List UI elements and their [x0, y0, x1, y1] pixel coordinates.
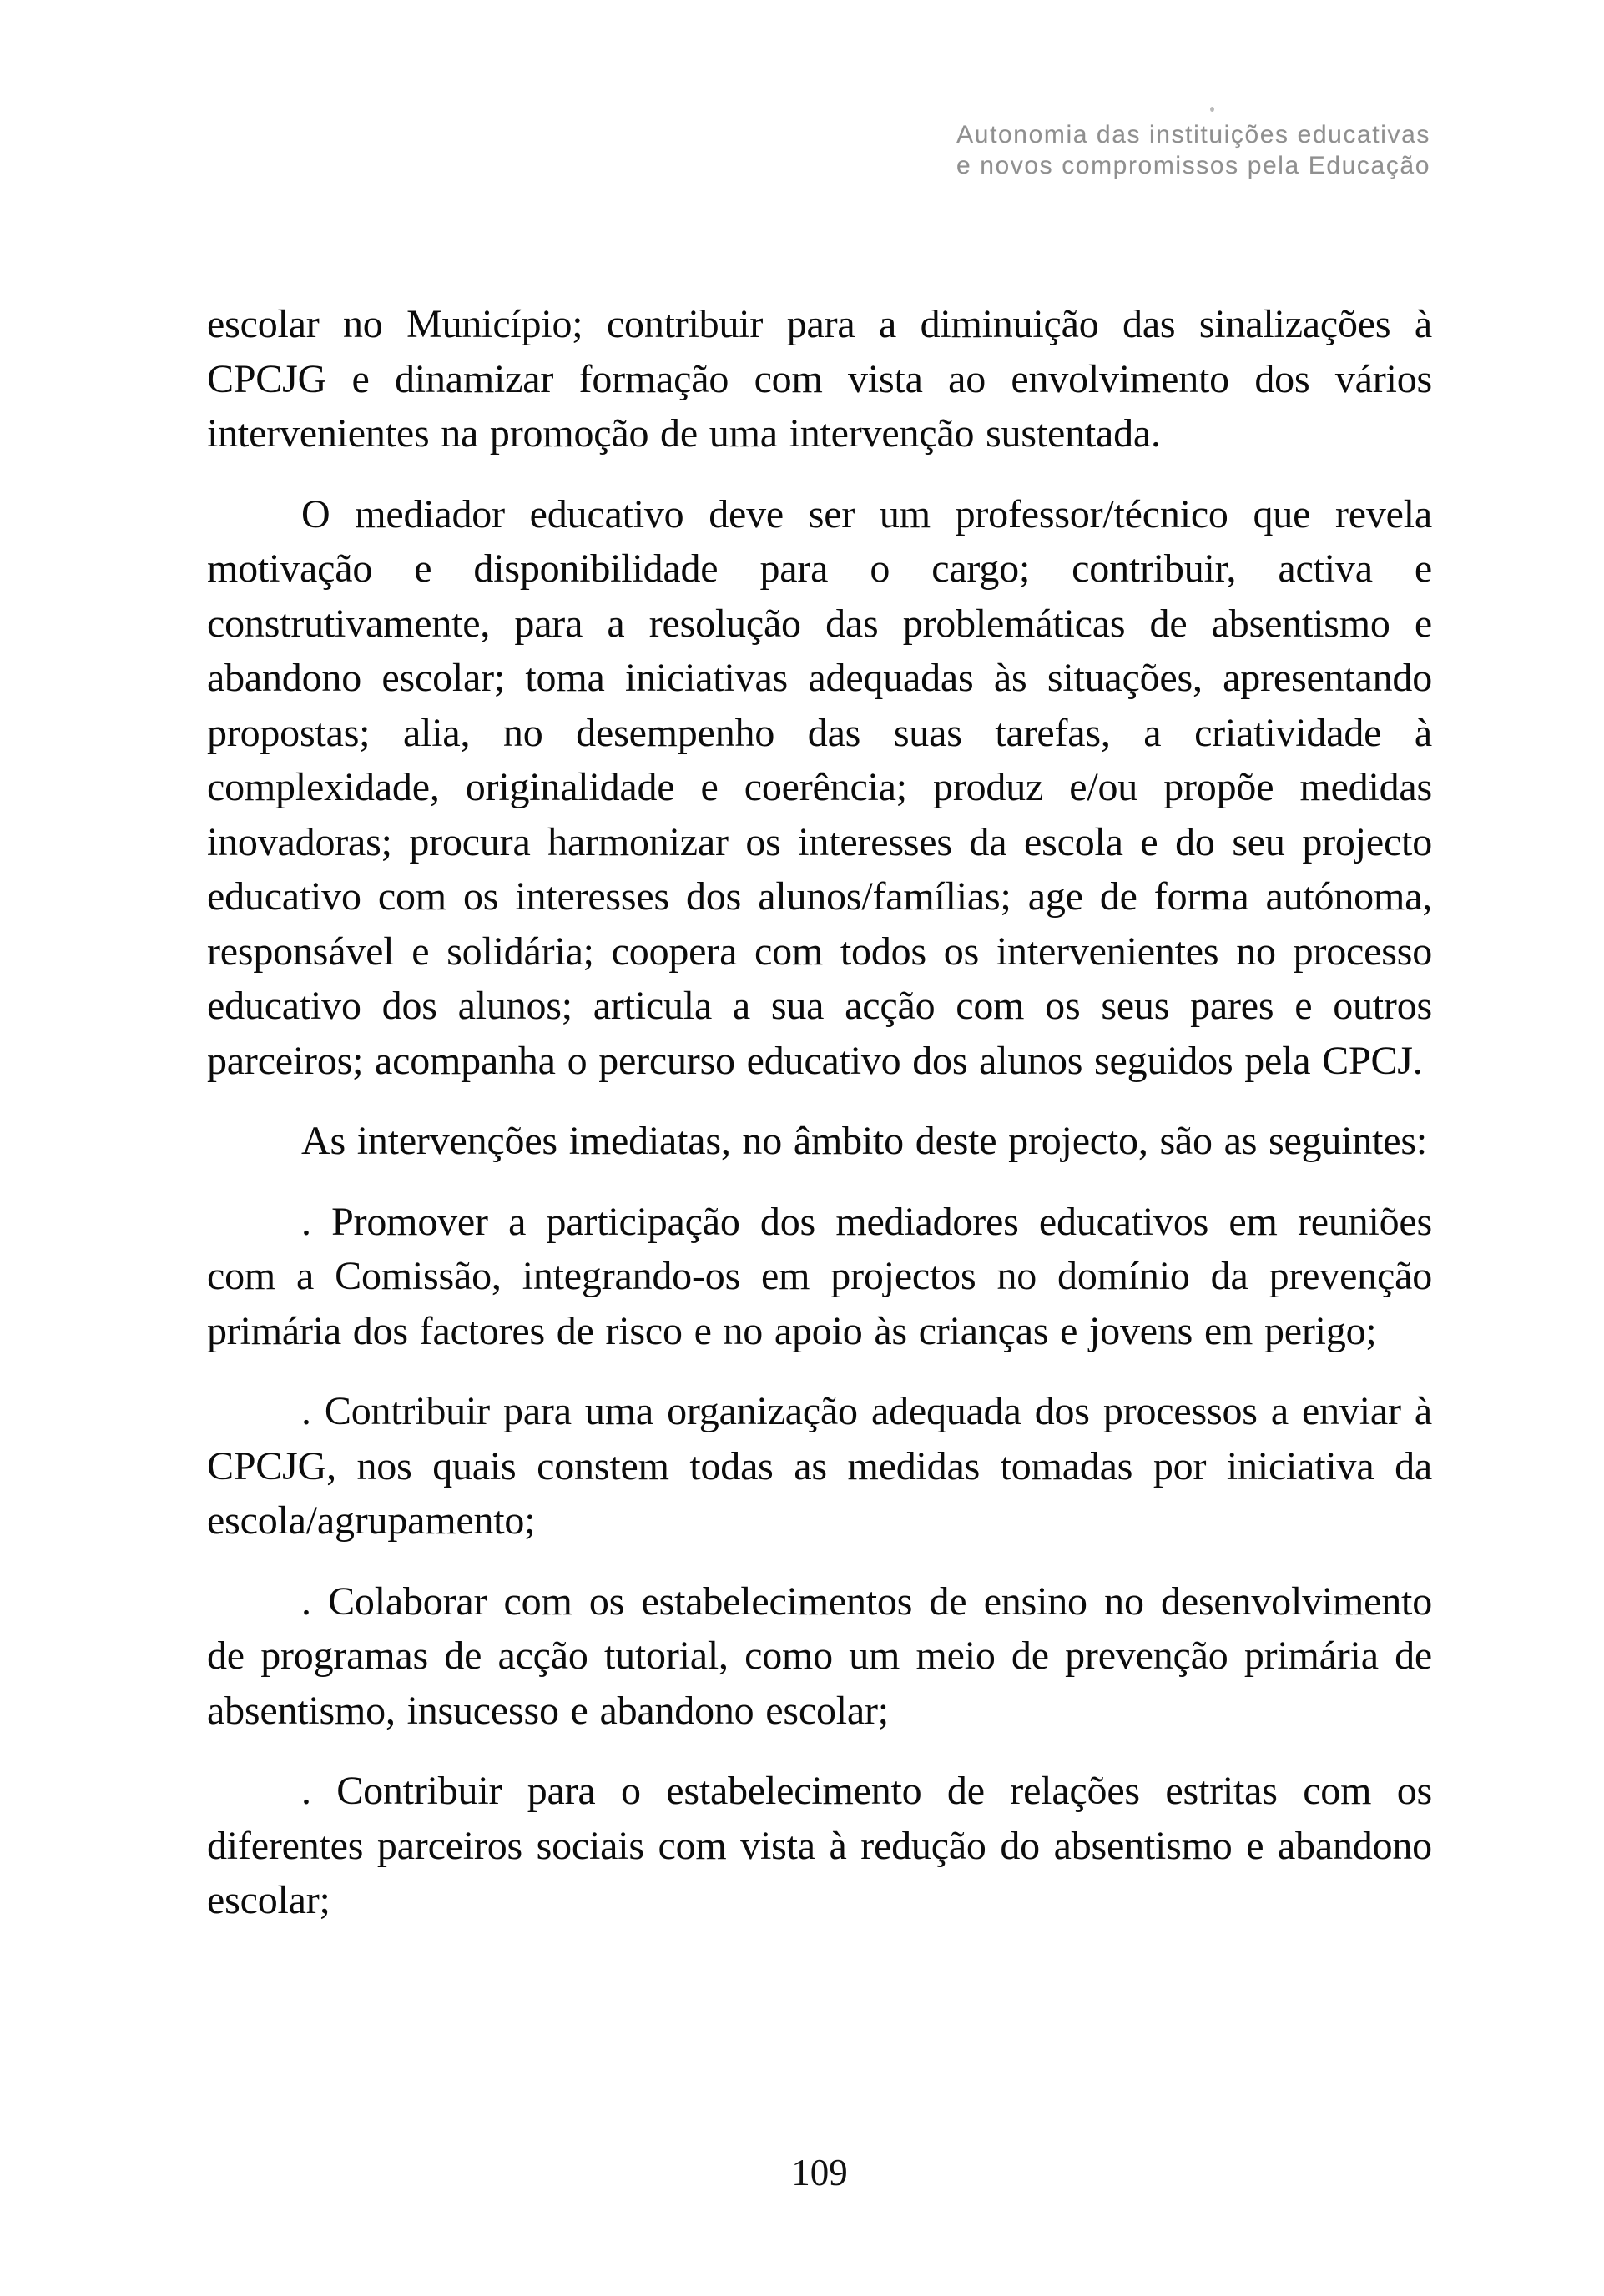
bullet-contribuir-organizacao: . Contribuir para uma organização adequada dos processos a enviar à CPCJG, nos quais constem todas as medidas tomadas por iniciativa da escola/agrupamento;	[207, 1389, 1432, 1543]
bullet-promover: . Promover a participação dos mediadores educativos em reuniões com a Comissão, integrando-os em projectos no domínio da prevenção primária dos factores de risco e no apoio às crianças e jovens em perigo;	[207, 1199, 1432, 1353]
body-text	[207, 297, 1432, 1928]
paragraph-mediador: O mediador educativo deve ser um professor/técnico que revela motivação e disponibilidade para o cargo; contribuir, activa e construtivamente, para a resolução das problemáticas de absentismo e abandono escolar; toma iniciativas adequadas às situações, apresentando propostas; alia, no desempenho das suas tarefas, a criatividade à complexidade, originalidade e coerência; produz e/ou propõe medidas inovadoras; procura harmonizar os interesses da escola e do seu projecto educativo com os interesses dos alunos/famílias; age de forma autónoma, responsável e solidária; coopera com todos os intervenientes no processo educativo dos alunos; articula a sua acção com os seus pares e outros parceiros; acompanha o percurso educativo dos alunos seguidos pela CPCJ.	[207, 491, 1432, 1083]
paragraph-intervencoes: As intervenções imediatas, no âmbito deste projecto, são as seguintes:	[301, 1119, 1427, 1163]
paragraph-continuation: escolar no Município; contribuir para a diminuição das sinalizações à CPCJG e dinamizar formação com vista ao envolvimento dos vários intervenientes na promoção de uma intervenção sustentada.	[207, 302, 1432, 456]
running-header	[956, 119, 1430, 181]
running-header-line1: Autonomia das instituições educativas	[956, 121, 1430, 149]
page-number: 109	[791, 2152, 848, 2193]
scan-artifact-speck	[1210, 107, 1214, 112]
bullet-contribuir-relacoes: . Contribuir para o estabelecimento de relações estritas com os diferentes parceiros sociais com vista à redução do absentismo e abandono escolar;	[207, 1769, 1432, 1922]
running-header-line2: e novos compromissos pela Educação	[956, 152, 1430, 179]
bullet-colaborar: . Colaborar com os estabelecimentos de ensino no desenvolvimento de programas de acção tutorial, como um meio de prevenção primária de absentismo, insucesso e abandono escolar;	[207, 1578, 1432, 1733]
